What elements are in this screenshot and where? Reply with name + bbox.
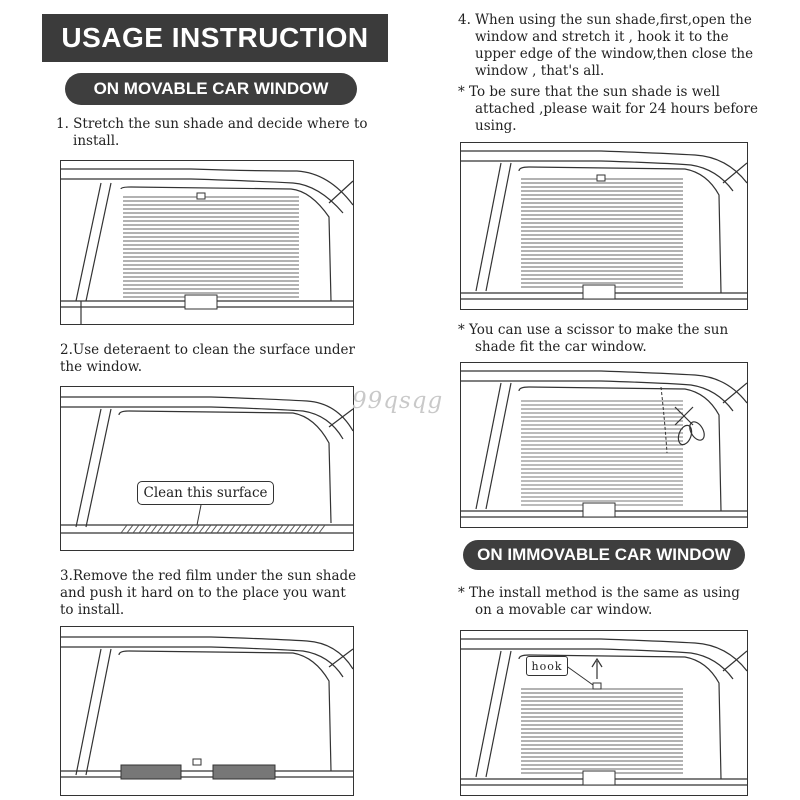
figure-step-2: [60, 386, 354, 551]
section-header-immovable: ON IMMOVABLE CAR WINDOW: [463, 540, 745, 570]
note-attach-text: [458, 84, 788, 135]
step-2-text: [60, 342, 370, 376]
note-immovable-line-2: on a movable car window.: [475, 602, 653, 618]
step-3-line-2: and push it hard on to the place you want: [60, 585, 346, 601]
note-scissor-line-2: shade fit the car window.: [475, 339, 647, 355]
step-1-line-1: 1. Stretch the sun shade and decide where to: [56, 116, 368, 132]
note-attach-line-2: attached ,please wait for 24 hours before: [475, 101, 758, 117]
figure-step-4: [460, 142, 748, 310]
note-immovable-line-1: * The install method is the same as using: [458, 585, 740, 601]
window-trim-illustration: [461, 363, 747, 527]
note-attach-line-3: using.: [475, 118, 517, 134]
figure-step-1: [60, 160, 354, 325]
figure-immovable: [460, 630, 748, 796]
note-scissor-text: [458, 322, 788, 356]
watermark: 99qsqg: [352, 388, 444, 414]
step-3-line-3: to install.: [60, 602, 125, 618]
step-2-line-1: 2.Use deteraent to clean the surface under: [60, 342, 355, 358]
step-4-line-1: 4. When using the sun shade,first,open the: [458, 12, 752, 28]
step-4-line-4: window , that's all.: [475, 63, 605, 79]
window-with-shade-illustration: [61, 161, 353, 324]
figure-scissor: [460, 362, 748, 528]
step-4-line-2: window and stretch it , hook it to the: [475, 29, 729, 45]
window-film-illustration: [61, 627, 353, 795]
step-1-line-2: install.: [73, 133, 120, 149]
step-4-line-3: upper edge of the window,then close the: [475, 46, 754, 62]
arrow-up-icon: [592, 659, 602, 679]
step-3-text: [60, 568, 370, 619]
page-title: USAGE INSTRUCTION: [42, 14, 388, 62]
step-1-text: [56, 116, 376, 150]
figure-step-3: [60, 626, 354, 796]
section-header-movable: ON MOVABLE CAR WINDOW: [65, 73, 357, 105]
callout-clean-surface: Clean this surface: [137, 481, 274, 505]
note-attach-line-1: * To be sure that the sun shade is well: [458, 84, 720, 100]
window-clean-illustration: [61, 387, 353, 550]
step-2-line-2: the window.: [60, 359, 142, 375]
immovable-window-illustration: [461, 631, 747, 795]
step-3-line-1: 3.Remove the red film under the sun shade: [60, 568, 357, 584]
note-immovable-text: [458, 585, 788, 619]
window-hooked-shade-illustration: [461, 143, 747, 309]
note-scissor-line-1: * You can use a scissor to make the sun: [458, 322, 729, 338]
step-4-text: [458, 12, 788, 80]
callout-hook: hook: [526, 656, 568, 676]
